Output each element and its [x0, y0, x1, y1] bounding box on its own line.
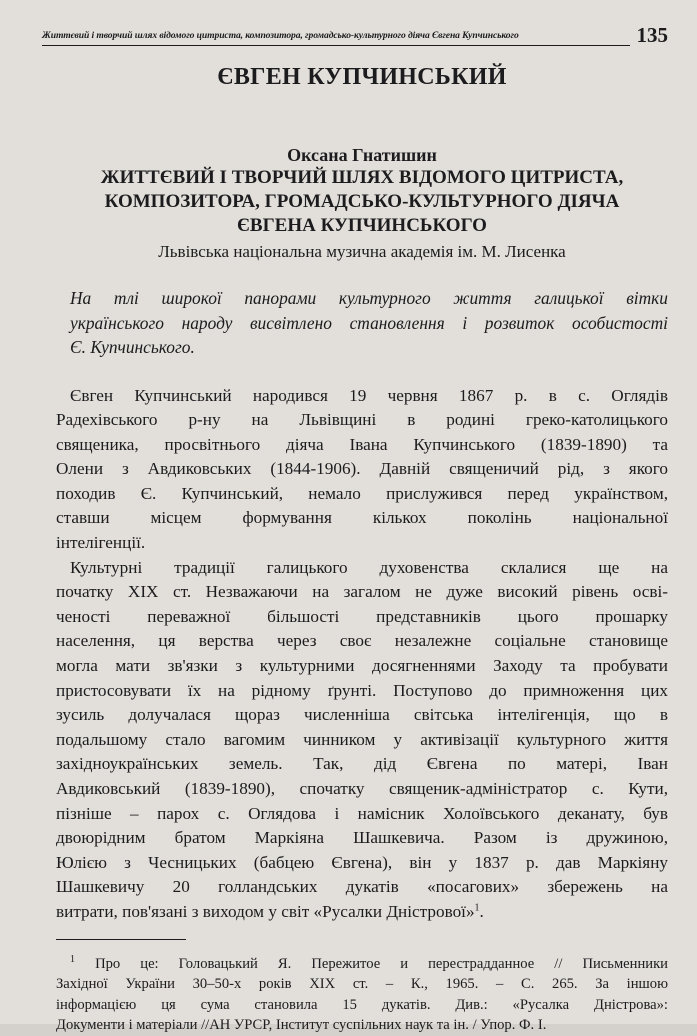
abstract-line: На тлі широкої панорами культурного життя галицької вітки	[70, 288, 668, 308]
text-line-content: витрати, пов'язані з виходом у світ «Русалки Дністрової»	[56, 901, 475, 921]
abstract-line: Є. Купчинського.	[70, 337, 195, 357]
page-number: 135	[636, 23, 668, 47]
text-line: священика, просвітнього діяча Івана Купчинського (1839-1890) та	[56, 434, 668, 454]
author-affiliation: Львівська національна музична академія ім. М. Лисенка	[158, 242, 566, 261]
footnote-rule	[56, 939, 186, 940]
text-line: витрати, пов'язані з виходом у світ «Русалки Дністрової»$^1$.	[56, 901, 484, 921]
paragraph-1	[56, 384, 668, 556]
page-header	[42, 23, 668, 54]
running-head: Життєвий і творчий шлях відомого цитриста, композитора, громадсько-культурного діяча Євгена Купчинського	[42, 30, 519, 41]
footnote-line: Західної України 30–50-х років XIX ст. – К., 1965. – С. 265. За іншою	[56, 976, 668, 993]
text-line: населення, ця верства через своє незалежне соціальне становище	[56, 631, 668, 651]
article-title-line: КОМПОЗИТОРА, ГРОМАДСЬКО-КУЛЬТУРНОГО ДІЯЧА	[104, 191, 620, 212]
page-content	[56, 62, 668, 1036]
text-line: пізніше – парох с. Оглядова і намісник Холоївського деканату, був	[56, 803, 668, 823]
body-text	[56, 384, 668, 925]
text-line: походив Є. Купчинський, немало прислужився перед українством,	[56, 483, 668, 503]
footnote-line: інформацією ця сума становила 15 дукатів. Див.: «Русалка Дністрова»:	[56, 996, 668, 1013]
footnote	[56, 954, 668, 1036]
footnote-line	[56, 954, 668, 975]
text-line: Авдиковський (1839-1890), спочатку священик-адміністратор с. Кути,	[56, 779, 668, 798]
text-line: Радехівського р-ну на Львівщині в родині греко-католицького	[56, 410, 668, 430]
abstract-line: українського народу висвітлено становлення і розвиток особистості	[70, 312, 668, 333]
text-line: інтелігенції.	[56, 533, 146, 553]
section-title: ЄВГЕН КУПЧИНСЬКИЙ	[217, 64, 507, 90]
text-line: ставши місцем формування кількох поколінь національної	[56, 508, 668, 528]
text-line: Шашкевичу 20 голландських дукатів «посагових» збережень на	[56, 877, 668, 897]
footnote-reference[interactable]: 1	[474, 902, 480, 914]
text-line: подальшому стало вагомим чинником у активізації культурного життя	[56, 729, 668, 749]
footnote-line-text: Про це: Головацький Я. Пережитое и перестрадданное // Письменники	[95, 955, 668, 972]
abstract	[56, 286, 668, 360]
text-line: ченості переважної більшості представників цього прошарку	[56, 606, 668, 626]
author-name: Оксана Гнатишин	[287, 145, 437, 165]
article-title-line: ЖИТТЄВИЙ І ТВОРЧИЙ ШЛЯХ ВІДОМОГО ЦИТРИСТА,	[100, 167, 624, 188]
text-line: Юлією з Чесницьких (бабцею Євгена), він у 1837 р. дав Маркіяну	[56, 852, 668, 872]
text-line: Культурні традиції галицького духовенства склалися ще на	[70, 557, 668, 577]
article-title	[56, 166, 668, 238]
text-line: пристосовувати їх на рідному ґрунті. Поступово до примноження цих	[56, 680, 668, 700]
article-title-line: ЄВГЕНА КУПЧИНСЬКОГО	[237, 215, 487, 236]
text-line: західноукраїнських земель. Так, дід Євгена по матері, Іван	[56, 754, 668, 774]
text-line: Олени з Авдиковських (1844-1906). Давній священичий рід, з якого	[56, 459, 668, 479]
text-line: двоюрідним братом Маркіяна Шашкевича. Разом із дружиною,	[56, 828, 668, 848]
footnote-marker: 1	[70, 953, 75, 965]
text-line: Євген Купчинський народився 19 червня 1867 р. в с. Оглядів	[70, 385, 668, 405]
header-rule	[42, 45, 630, 46]
footnote-line: Документи і матеріали //АН УРСР, Інститут суспільних наук та ін. / Упор. Ф. І.	[56, 1017, 547, 1034]
text-line: могла мати зв'язки з культурними досягненнями Заходу та пробувати	[56, 656, 668, 676]
text-line: початку XIX ст. Незважаючи на загалом не дуже високий рівень осві-	[56, 582, 668, 602]
paragraph-2	[56, 556, 668, 925]
text-line: зусиль долучалася щораз численніша світська інтелігенція, що в	[56, 705, 668, 725]
